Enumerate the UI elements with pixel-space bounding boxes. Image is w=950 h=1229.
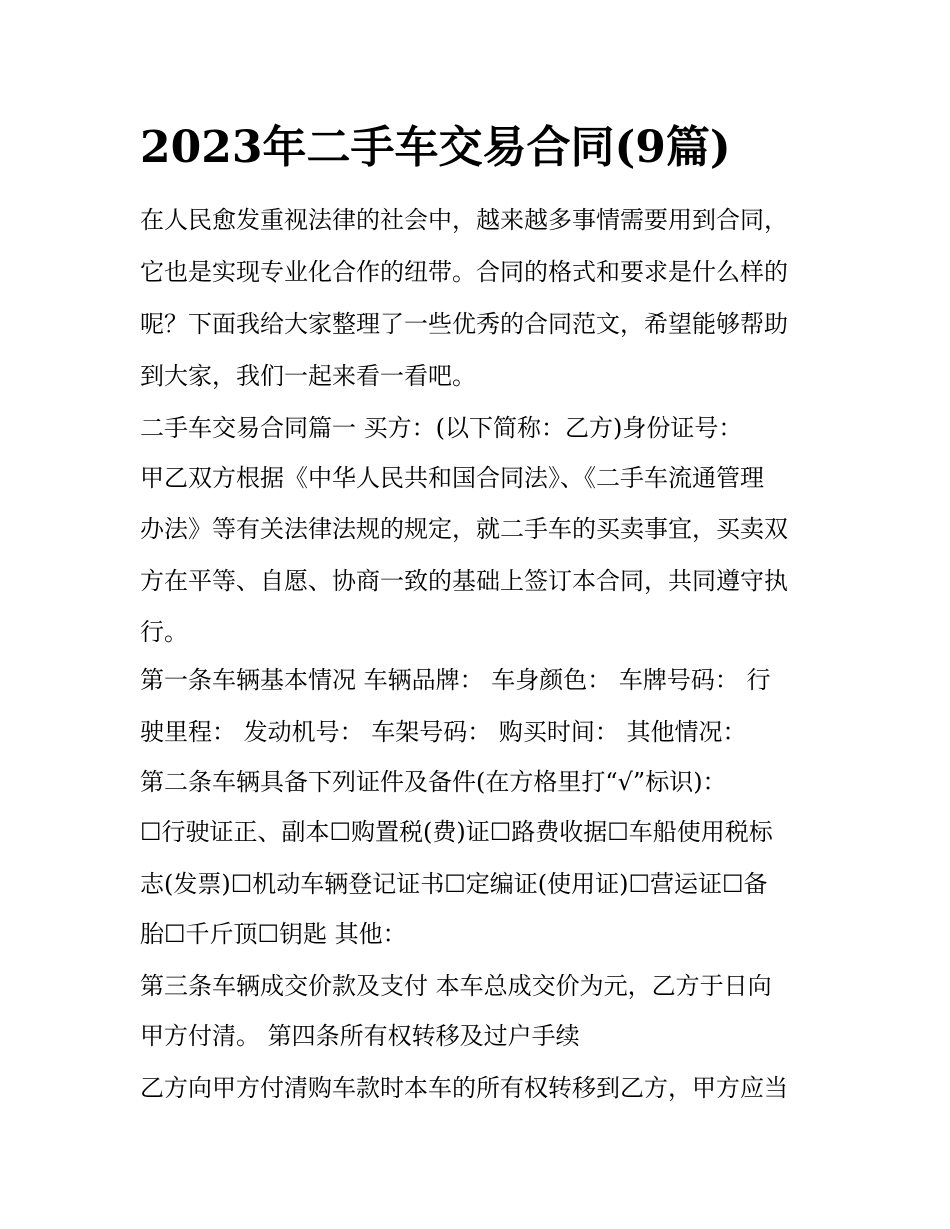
body-text-line: 到大家，我们一起来看一看吧。: [140, 362, 476, 390]
body-text-line: 志(发票)☐机动车辆登记证书☐定编证(使用证)☐营运证☐备: [140, 870, 768, 898]
body-text-line: 甲乙双方根据《中华人民共和国合同法》、《二手车流通管理: [140, 464, 764, 492]
body-text-line: 胎☐千斤顶☐钥匙 其他：: [140, 920, 407, 948]
body-text-line: 第一条车辆基本情况 车辆品牌： 车身颜色： 车牌号码： 行: [140, 666, 771, 694]
body-text-line: 二手车交易合同篇一 买方：(以下简称：乙方)身份证号：: [140, 414, 743, 442]
body-text-line: 第三条车辆成交价款及支付 本车总成交价为元，乙方于日向: [140, 972, 772, 1000]
body-text-line: 呢？下面我给大家整理了一些优秀的合同范文，希望能够帮助: [140, 310, 788, 338]
document-title: 2023年二手车交易合同(9篇): [140, 122, 731, 173]
body-text-line: 驶里程： 发动机号： 车架号码： 购买时间： 其他情况：: [140, 718, 747, 746]
body-text-line: 甲方付清。 第四条所有权转移及过户手续: [140, 1022, 580, 1050]
body-text-line: 办法》等有关法律法规的规定，就二手车的买卖事宜，买卖双: [140, 515, 788, 543]
body-text-line: 在人民愈发重视法律的社会中，越来越多事情需要用到合同，: [140, 206, 788, 234]
body-text-line: 方在平等、自愿、协商一致的基础上签订本合同，共同遵守执: [140, 567, 788, 595]
body-text-line: 它也是实现专业化合作的纽带。合同的格式和要求是什么样的: [140, 258, 788, 286]
body-text-line: 第二条车辆具备下列证件及备件(在方格里打“√”标识)：: [140, 768, 727, 796]
body-text-line: ☐行驶证正、副本☐购置税(费)证☐路费收据☐车船使用税标: [140, 818, 773, 846]
body-text-line: 行。: [140, 618, 188, 646]
body-text-line: 乙方向甲方付清购车款时本车的所有权转移到乙方，甲方应当: [140, 1074, 788, 1102]
